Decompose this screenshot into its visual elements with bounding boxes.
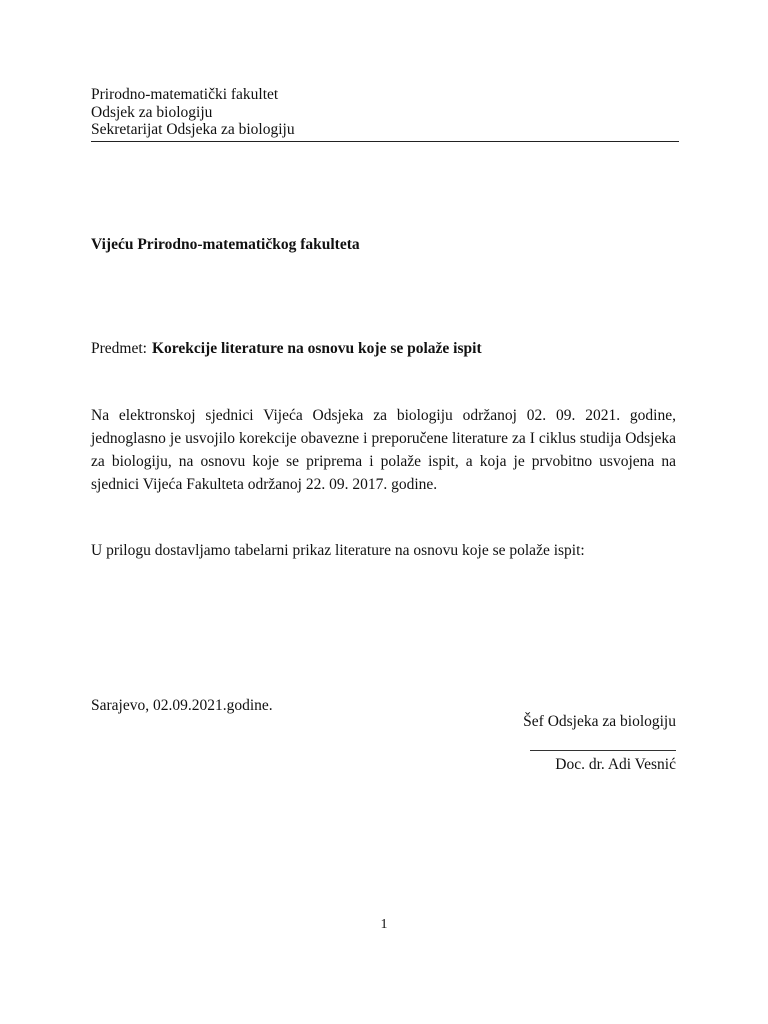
body-paragraph: Na elektronskoj sjednici Vijeća Odsjeka za biologiju održanoj 02. 09. 2021. godine, jednoglasno je usvojilo korekcije obavezne i preporučene literature za I ciklus studija Odsjeka za biologiju, na osnovu koje se priprema i polaže ispit, a koja je prvobitno usvojena na sjednici Vijeća Fakulteta održanoj 22. 09. 2017. godine. (91, 407, 676, 493)
signature-line (530, 750, 676, 751)
department-name: Odsjek za biologiju (91, 103, 213, 121)
signature-block (523, 713, 676, 774)
letterhead-divider (91, 141, 679, 142)
subject-text: Korekcije literature na osnovu koje se polaže ispit (151, 340, 482, 357)
signatory-name: Doc. dr. Adi Vesnić (555, 756, 676, 773)
subject-label: Predmet: (91, 340, 147, 357)
recipient: Vijeću Prirodno-matematičkog fakulteta (91, 236, 360, 253)
attachment-note: U prilogu dostavljamo tabelarni prikaz literature na osnovu koje se polaže ispit: (91, 542, 585, 559)
place-and-date: Sarajevo, 02.09.2021.godine. (91, 697, 273, 714)
secretariat-name: Sekretarijat Odsjeka za biologiju (91, 121, 295, 138)
faculty-name: Prirodno-matematički fakultet (91, 86, 279, 103)
letterhead (91, 86, 679, 139)
page-number: 1 (380, 917, 388, 932)
subject-line (91, 340, 482, 358)
signatory-role: Šef Odsjeka za biologiju (523, 713, 676, 730)
